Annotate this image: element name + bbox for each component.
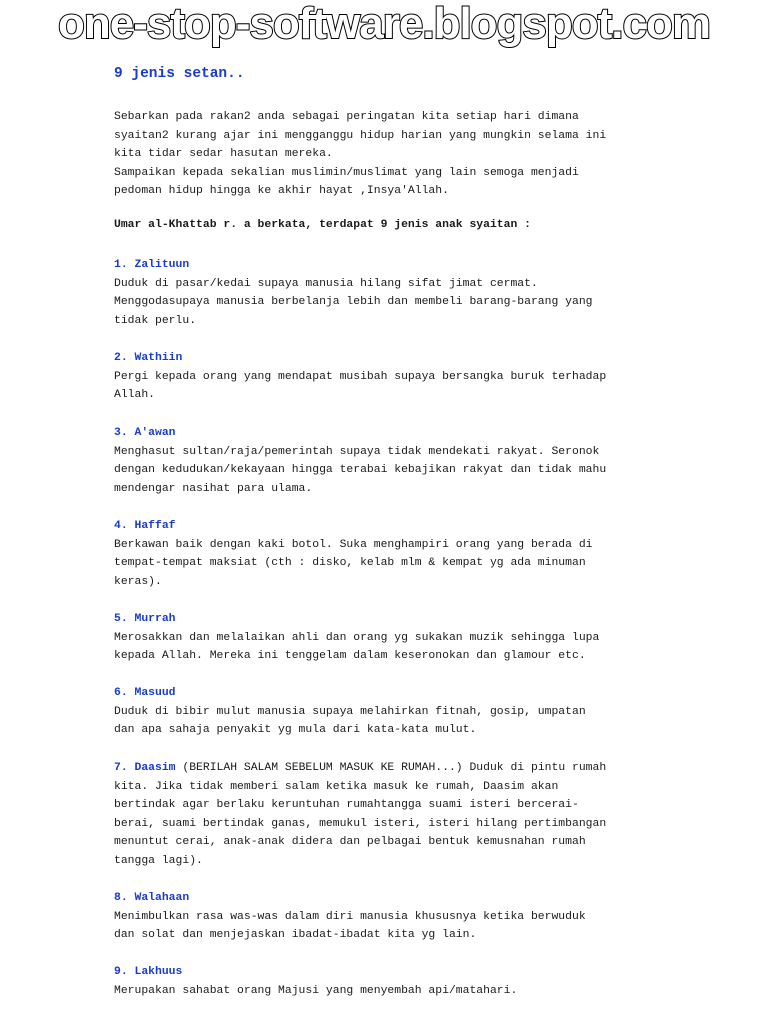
- item-heading: 2. Wathiin: [114, 352, 183, 364]
- item-heading: 6. Masuud: [114, 687, 176, 699]
- item-heading: 1. Zalituun: [114, 259, 190, 271]
- item-heading: 5. Murrah: [114, 613, 176, 625]
- item-heading: 3. A'awan: [114, 427, 176, 439]
- list-item: [114, 684, 674, 740]
- item-text: Duduk di pasar/kedai supaya manusia hilang sifat jimat cermat. Menggodasupaya manusia berbelanja lebih dan membeli barang-barang yang tidak perlu.: [114, 277, 593, 327]
- item-text: Menghasut sultan/raja/pemerintah supaya tidak mendekati rakyat. Seronok dengan kedudukan/kekayaan hingga terabai kebajikan rakyat dan tidak mahu mendengar nasihat para ulama.: [114, 445, 607, 495]
- item-text: kita. Jika tidak memberi salam ketika masuk ke rumah, Daasim akan bertindak agar berlaku keruntuhan rumahtangga suami isteri bercerai- berai, suami bertindak ganas, memukul isteri, isteri hilang pertimbangan menuntut cerai, anak-anak didera dan pelbagai bentuk kemusnahan rumah tangga lagi).: [114, 780, 607, 867]
- list-item: [114, 889, 674, 945]
- watermark: one-stop-software.blogspot.com: [58, 0, 710, 48]
- item-text: Menimbulkan rasa was-was dalam diri manusia khususnya ketika berwuduk dan solat dan menjejaskan ibadat-ibadat kita yg lain.: [114, 910, 586, 942]
- item-heading: 8. Walahaan: [114, 892, 190, 904]
- list-item: [114, 349, 674, 405]
- item-text: Pergi kepada orang yang mendapat musibah supaya bersangka buruk terhadap Allah.: [114, 370, 607, 402]
- list-item: [114, 759, 674, 871]
- item-heading-label: 7. Daasim: [114, 762, 176, 774]
- lead-sentence: Umar al-Khattab r. a berkata, terdapat 9 jenis anak syaitan :: [114, 219, 531, 231]
- list-item: [114, 256, 674, 330]
- list-item: [114, 517, 674, 591]
- item-heading-note: (BERILAH SALAM SEBELUM MASUK KE RUMAH...) Duduk di pintu rumah: [175, 762, 607, 774]
- list-item: [114, 610, 674, 666]
- list-item: [114, 424, 674, 498]
- item-text: Duduk di bibir mulut manusia supaya melahirkan fitnah, gosip, umpatan dan apa sahaja penyakit yg mula dari kata-kata mulut.: [114, 705, 586, 737]
- item-text: Berkawan baik dengan kaki botol. Suka menghampiri orang yang berada di tempat-tempat maksiat (cth : disko, kelab mlm & kempat yg ada minuman keras).: [114, 538, 593, 588]
- item-heading: 9. Lakhuus: [114, 966, 183, 978]
- article-title: 9 jenis setan..: [114, 66, 245, 82]
- intro-paragraph: Sebarkan pada rakan2 anda sebagai peringatan kita setiap hari dimana syaitan2 kurang ajar ini mengganggu hidup harian yang mungkin selama ini kita tidar sedar hasutan mereka. Sampaikan kepada sekalian muslimin/muslimat yang lain semoga menjadi pedoman hidup hingga ke akhir hayat ,Insya'Allah.: [114, 111, 607, 198]
- list-item: [114, 963, 674, 1000]
- item-heading: [114, 759, 674, 778]
- item-text: Merupakan sahabat orang Majusi yang menyembah api/matahari.: [114, 984, 518, 997]
- item-heading: 4. Haffaf: [114, 520, 176, 532]
- item-text: Merosakkan dan melalaikan ahli dan orang yg sukakan muzik sehingga lupa kepada Allah. Mereka ini tenggelam dalam keseronokan dan glamour etc.: [114, 631, 600, 663]
